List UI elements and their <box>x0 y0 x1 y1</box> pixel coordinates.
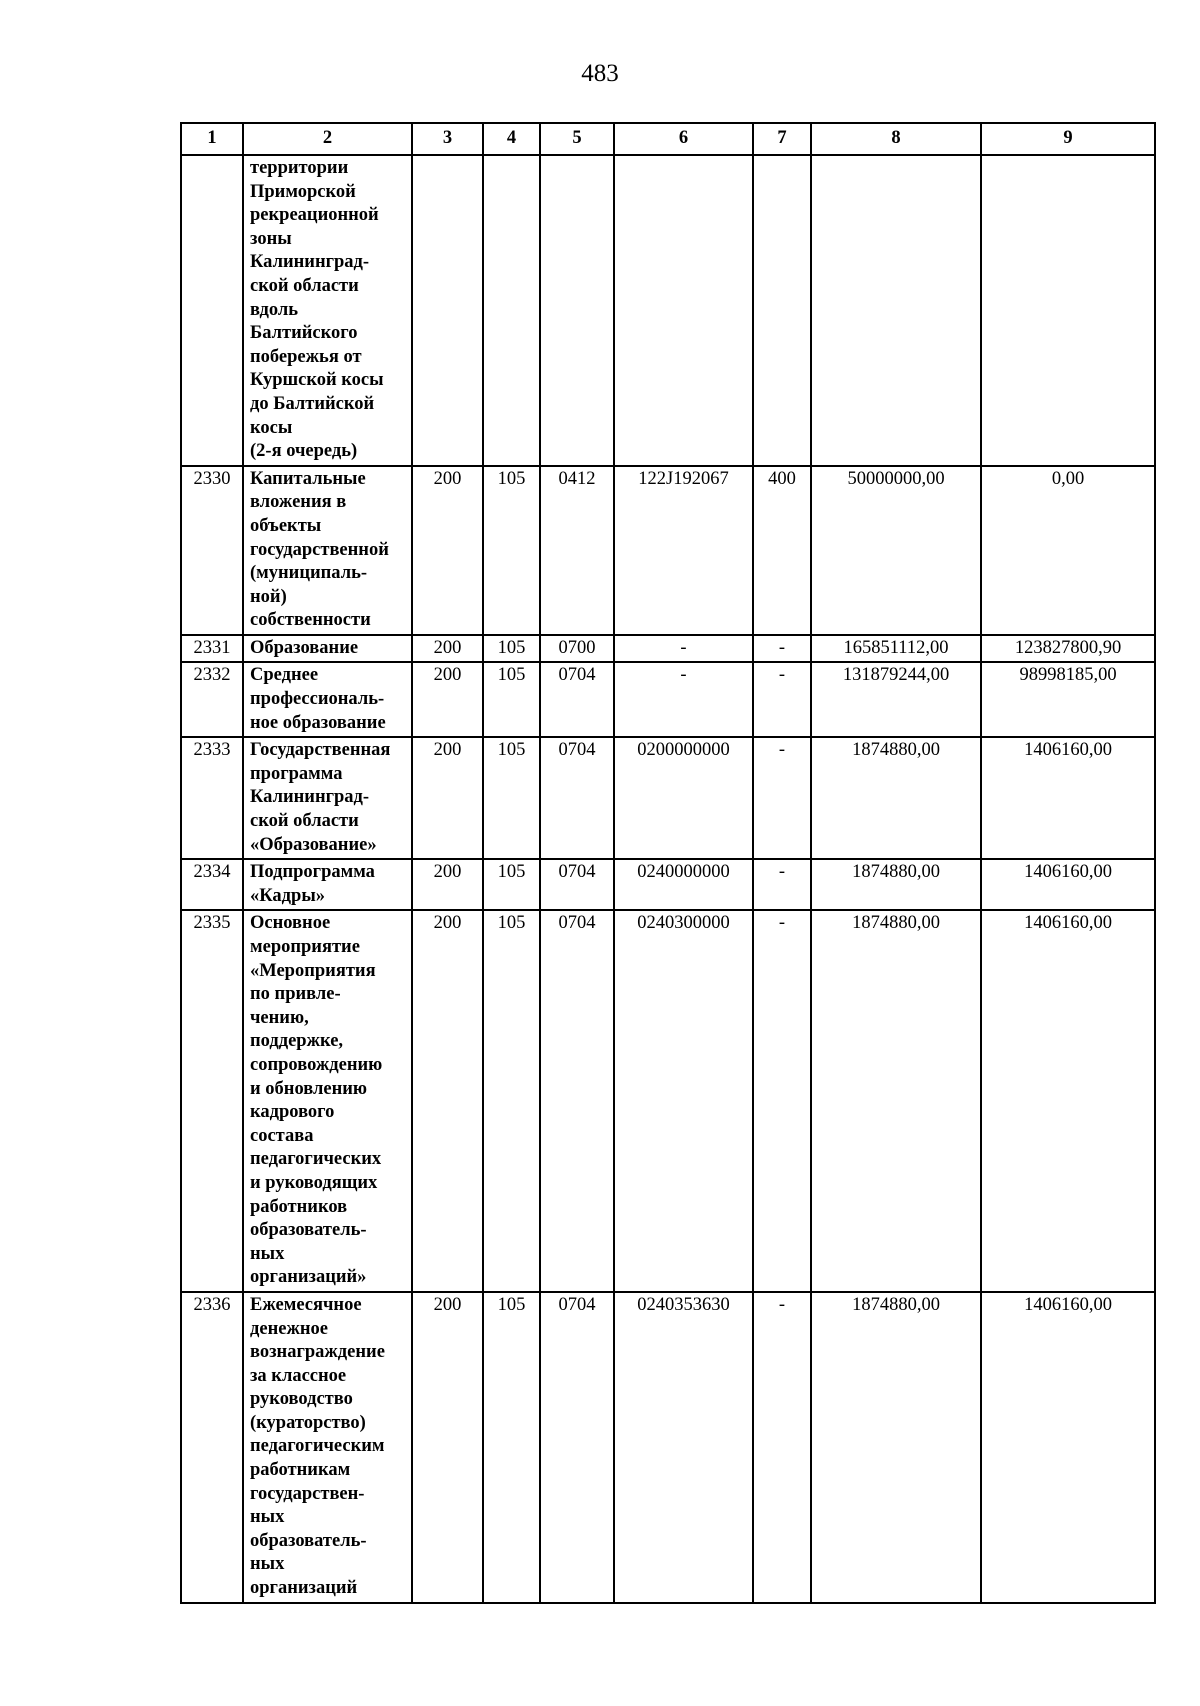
row-number-cell: 2336 <box>181 1292 243 1603</box>
row-name-line: Капитальные <box>250 468 366 489</box>
row-number-cell: 2332 <box>181 662 243 737</box>
column-header-2: 2 <box>243 123 412 155</box>
col9-amount-cell: 1406160,00 <box>981 859 1155 910</box>
col3-cell: 200 <box>412 737 483 859</box>
row-name-line: Подпрограмма <box>250 862 375 883</box>
row-name-line: образователь- <box>250 1220 367 1241</box>
row-name-line: объекты <box>250 515 322 536</box>
table-row <box>181 910 1155 1292</box>
row-name-line: зоны <box>250 228 292 249</box>
row-name-line: мероприятие <box>250 937 360 957</box>
row-name-line: чению, <box>250 1007 309 1028</box>
row-name-line: рекреационной <box>250 205 379 226</box>
row-name-cell <box>243 1292 412 1603</box>
row-name-line: денежное <box>250 1318 328 1339</box>
col5-cell: 0704 <box>540 737 614 859</box>
row-name-line: «Мероприятия <box>250 960 376 981</box>
col3-cell: 200 <box>412 662 483 737</box>
row-name-line: побережья от <box>250 346 362 367</box>
row-name-line: программа <box>250 763 343 784</box>
row-name-line: Куршской косы <box>250 370 384 391</box>
row-name-line: и обновлению <box>250 1078 368 1099</box>
col3-cell: 200 <box>412 1292 483 1603</box>
row-name-line: вложения в <box>250 492 347 513</box>
row-name-line: руководство <box>250 1389 353 1410</box>
row-name-cell <box>243 635 412 663</box>
col7-cell: - <box>753 635 811 663</box>
column-header-1: 1 <box>181 123 243 155</box>
row-name-line: поддержке, <box>250 1031 344 1052</box>
table-row <box>181 859 1155 910</box>
col6-cell <box>614 155 753 466</box>
row-name-line: ской области <box>250 811 359 832</box>
row-name-line: работников <box>250 1196 348 1217</box>
row-name-cell <box>243 910 412 1292</box>
col9-amount-cell: 0,00 <box>981 466 1155 635</box>
row-name-line: Балтийского <box>250 323 358 344</box>
row-name-line: организаций» <box>250 1267 367 1288</box>
col8-amount-cell: 50000000,00 <box>811 466 981 635</box>
table-row <box>181 155 1155 466</box>
row-name-line: Среднее <box>250 665 319 686</box>
column-header-3: 3 <box>412 123 483 155</box>
table-row <box>181 635 1155 663</box>
column-header-5: 5 <box>540 123 614 155</box>
row-name-line: государствен- <box>250 1483 365 1504</box>
row-number-cell: 2330 <box>181 466 243 635</box>
col3-cell <box>412 155 483 466</box>
column-header-4: 4 <box>483 123 540 155</box>
col4-cell: 105 <box>483 737 540 859</box>
row-name-cell <box>243 662 412 737</box>
col7-cell: - <box>753 737 811 859</box>
col9-amount-cell: 1406160,00 <box>981 737 1155 859</box>
row-number-cell: 2334 <box>181 859 243 910</box>
col5-cell: 0704 <box>540 859 614 910</box>
col5-cell: 0700 <box>540 635 614 663</box>
row-name-line: (2-я очередь) <box>250 441 358 462</box>
row-name-line: ных <box>250 1554 285 1575</box>
row-number-cell <box>181 155 243 466</box>
row-name-cell <box>243 155 412 466</box>
col8-amount-cell: 1874880,00 <box>811 859 981 910</box>
col9-amount-cell <box>981 155 1155 466</box>
budget-table <box>180 122 1156 1604</box>
col3-cell: 200 <box>412 635 483 663</box>
row-name-line: ной) <box>250 586 287 607</box>
col5-cell: 0704 <box>540 910 614 1292</box>
row-name-line: Приморской <box>250 181 356 202</box>
row-name-line: до Балтийской <box>250 393 375 414</box>
col4-cell <box>483 155 540 466</box>
col8-amount-cell: 1874880,00 <box>811 910 981 1292</box>
col6-cell: - <box>614 662 753 737</box>
col5-cell: 0412 <box>540 466 614 635</box>
row-name-line: Основное <box>250 913 331 934</box>
row-name-line: ных <box>250 1507 285 1528</box>
row-name-line: Образование <box>250 637 359 658</box>
table-row <box>181 662 1155 737</box>
page-number: 483 <box>581 60 619 87</box>
header-row <box>181 123 1155 155</box>
row-name-line: сопровождению <box>250 1054 383 1075</box>
col7-cell: - <box>753 910 811 1292</box>
row-name-line: педагогических <box>250 1149 382 1170</box>
row-name-line: образователь- <box>250 1530 367 1551</box>
row-name-line: ное образование <box>250 712 386 733</box>
col8-amount-cell <box>811 155 981 466</box>
row-name-line: по привле- <box>250 984 341 1005</box>
col6-cell: 0240000000 <box>614 859 753 910</box>
column-header-6: 6 <box>614 123 753 155</box>
col4-cell: 105 <box>483 466 540 635</box>
row-name-line: собственности <box>250 610 371 631</box>
row-name-cell <box>243 859 412 910</box>
col7-cell: - <box>753 662 811 737</box>
row-name-cell <box>243 737 412 859</box>
col8-amount-cell: 131879244,00 <box>811 662 981 737</box>
col9-amount-cell: 98998185,00 <box>981 662 1155 737</box>
col8-amount-cell: 1874880,00 <box>811 737 981 859</box>
row-name-line: и руководящих <box>250 1172 378 1193</box>
row-name-line: «Кадры» <box>250 885 326 906</box>
row-number-cell: 2331 <box>181 635 243 663</box>
table-row <box>181 737 1155 859</box>
table-row <box>181 1292 1155 1603</box>
table-row <box>181 466 1155 635</box>
col6-cell: - <box>614 635 753 663</box>
row-name-line: вознаграждение <box>250 1342 385 1363</box>
row-name-line: кадрового <box>250 1102 335 1123</box>
table-body <box>181 155 1155 1603</box>
col6-cell: 0240353630 <box>614 1292 753 1603</box>
row-name-line: Ежемесячное <box>250 1294 362 1315</box>
row-name-line: организаций <box>250 1578 358 1599</box>
row-name-line: Калининград- <box>250 787 370 808</box>
col5-cell <box>540 155 614 466</box>
col4-cell: 105 <box>483 859 540 910</box>
row-name-line: Государственная <box>250 740 391 761</box>
row-name-line: (кураторство) <box>250 1412 366 1433</box>
col4-cell: 105 <box>483 1292 540 1603</box>
col3-cell: 200 <box>412 859 483 910</box>
col3-cell: 200 <box>412 466 483 635</box>
row-name-line: профессиональ- <box>250 689 385 710</box>
row-number-cell: 2333 <box>181 737 243 859</box>
col5-cell: 0704 <box>540 1292 614 1603</box>
column-header-7: 7 <box>753 123 811 155</box>
row-name-line: «Образование» <box>250 834 377 855</box>
col8-amount-cell: 165851112,00 <box>811 635 981 663</box>
row-name-line: педагогическим <box>250 1436 385 1457</box>
row-name-line: государственной <box>250 539 389 560</box>
col9-amount-cell: 123827800,90 <box>981 635 1155 663</box>
col4-cell: 105 <box>483 635 540 663</box>
col9-amount-cell: 1406160,00 <box>981 910 1155 1292</box>
col7-cell <box>753 155 811 466</box>
row-name-line: работникам <box>250 1460 351 1481</box>
col3-cell: 200 <box>412 910 483 1292</box>
row-name-line: вдоль <box>250 299 299 320</box>
row-name-line: за классное <box>250 1365 347 1386</box>
column-header-9: 9 <box>981 123 1155 155</box>
col6-cell: 122J192067 <box>614 466 753 635</box>
col5-cell: 0704 <box>540 662 614 737</box>
row-name-line: (муниципаль- <box>250 563 368 584</box>
col7-cell: - <box>753 859 811 910</box>
row-name-line: ской области <box>250 275 359 296</box>
col6-cell: 0240300000 <box>614 910 753 1292</box>
row-number-cell: 2335 <box>181 910 243 1292</box>
row-name-line: ных <box>250 1243 285 1264</box>
row-name-line: Калининград- <box>250 252 370 273</box>
col4-cell: 105 <box>483 910 540 1292</box>
col4-cell: 105 <box>483 662 540 737</box>
col7-cell: 400 <box>753 466 811 635</box>
col7-cell: - <box>753 1292 811 1603</box>
row-name-line: косы <box>250 417 293 438</box>
row-name-line: территории <box>250 158 349 178</box>
col6-cell: 0200000000 <box>614 737 753 859</box>
column-header-8: 8 <box>811 123 981 155</box>
col8-amount-cell: 1874880,00 <box>811 1292 981 1603</box>
row-name-line: состава <box>250 1125 314 1146</box>
col9-amount-cell: 1406160,00 <box>981 1292 1155 1603</box>
row-name-cell <box>243 466 412 635</box>
